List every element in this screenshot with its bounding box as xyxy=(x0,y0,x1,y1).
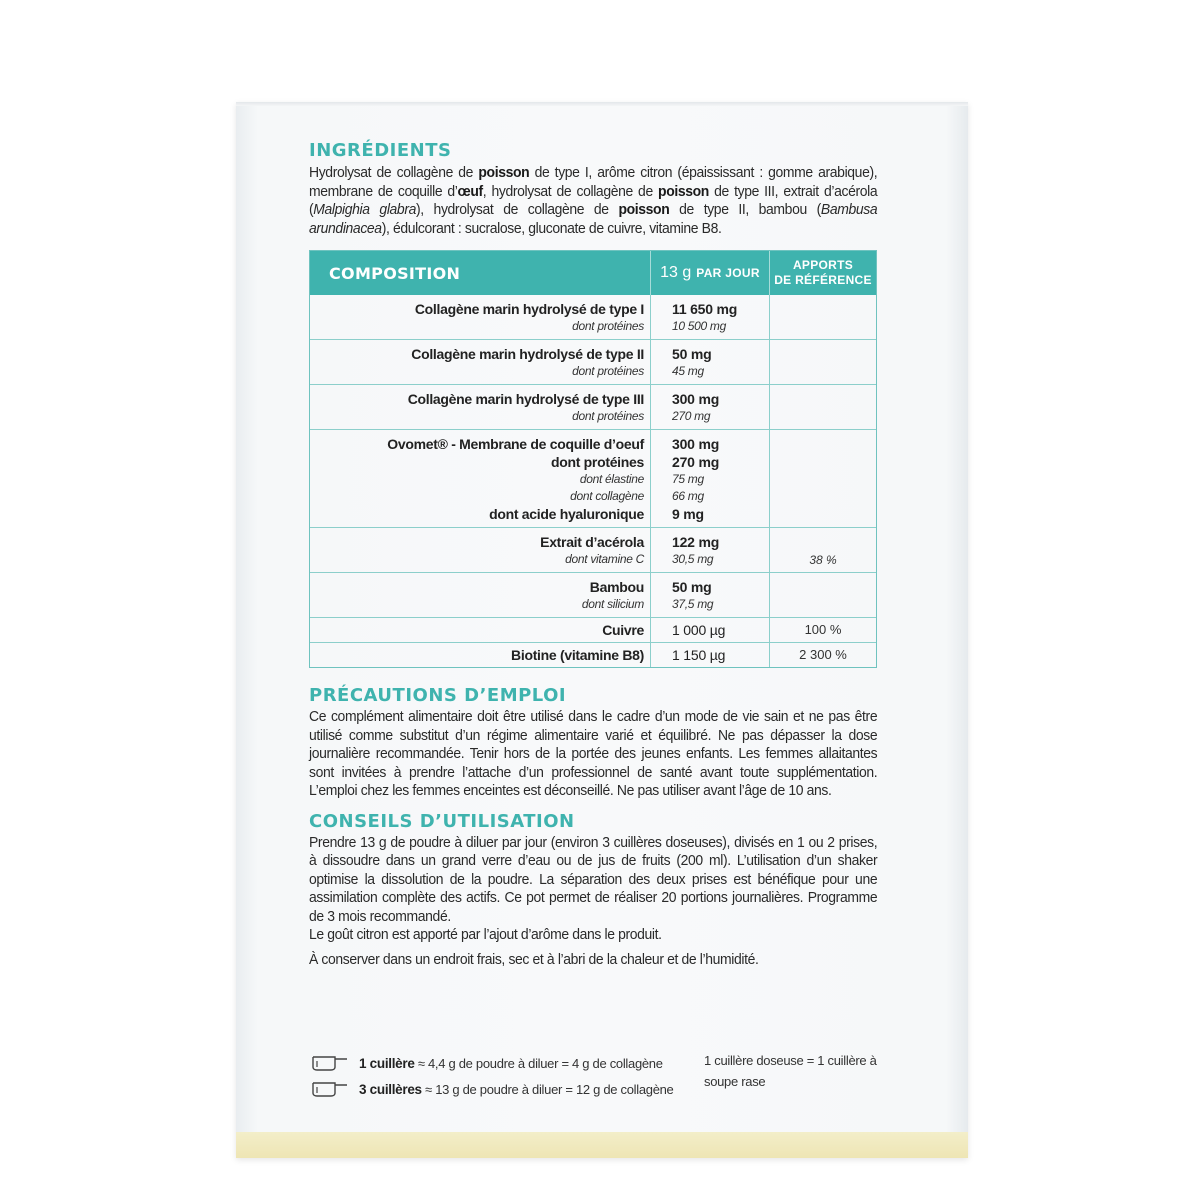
dosage-text-1 xyxy=(359,1056,663,1071)
ingredients-part: poisson xyxy=(618,201,670,218)
row-values xyxy=(651,295,770,339)
row-reference xyxy=(770,430,876,527)
row-label: dont vitamine C xyxy=(565,552,644,566)
row-label: Biotine (vitamine B8) xyxy=(511,647,644,663)
table-row xyxy=(310,384,876,429)
header-reference-line2: DE RÉFÉRENCE xyxy=(774,273,872,287)
ingredients-part: de type I, arôme citron (épaississant : gomme arabique), membrane de coquille d’ xyxy=(309,164,878,200)
table-row xyxy=(310,339,876,384)
row-reference xyxy=(770,385,876,429)
ingredients-part: de type II, bambou ( xyxy=(669,201,821,218)
table-row xyxy=(310,295,876,339)
row-value: 270 mg xyxy=(672,409,711,423)
row-value: 50 mg xyxy=(672,579,712,595)
row-value: 30,5 mg xyxy=(672,552,714,566)
row-value: 11 650 mg xyxy=(672,301,738,317)
table-body xyxy=(310,295,876,667)
row-label: dont protéines xyxy=(572,364,644,378)
ingredients-part: poisson xyxy=(478,164,530,181)
ingredients-part: poisson xyxy=(658,182,709,200)
measuring-scoop-icon xyxy=(309,1054,349,1072)
ingredients-part: Bambusa arundinacea xyxy=(309,201,878,237)
row-value: 300 mg xyxy=(672,436,720,452)
ingredients-part: ), hydrolysat de collagène de xyxy=(415,201,619,218)
row-value: 1 000 µg xyxy=(672,622,726,638)
ingredients-part: ), édulcorant : sucralose, gluconate de cuivre, vitamine B8. xyxy=(381,219,722,237)
row-values xyxy=(651,573,770,617)
row-value: 9 mg xyxy=(672,506,704,522)
header-composition: COMPOSITION xyxy=(310,251,651,295)
row-value: 1 150 µg xyxy=(672,647,726,663)
row-values xyxy=(651,618,770,642)
row-labels xyxy=(310,528,651,572)
row-value: 300 mg xyxy=(672,391,720,407)
storage-text: À conserver dans un endroit frais, sec et à l’abri de la chaleur et de l’humidité. xyxy=(309,950,759,968)
row-label: dont protéines xyxy=(572,319,644,333)
conseils-flavor-text: Le goût citron est apporté par l’ajout d’arôme dans le produit. xyxy=(309,926,662,943)
label-content xyxy=(309,140,877,969)
row-label: Collagène marin hydrolysé de type III xyxy=(407,391,644,407)
ingredients-part: , hydrolysat de collagène de xyxy=(482,182,659,200)
reference-value: 100 % xyxy=(804,622,842,637)
header-dose-amount: 13 g xyxy=(660,264,692,281)
header-dose-label: PAR JOUR xyxy=(696,266,760,280)
row-reference xyxy=(770,528,876,572)
row-values xyxy=(651,385,770,429)
row-labels xyxy=(310,340,651,384)
row-label: dont protéines xyxy=(572,409,644,423)
table-row xyxy=(310,429,876,527)
box-top-edge xyxy=(236,102,968,106)
row-label: dont élastine xyxy=(579,472,644,486)
table-row xyxy=(310,572,876,617)
row-label: dont collagène xyxy=(570,489,644,503)
measuring-scoop-icon xyxy=(309,1080,349,1098)
row-labels xyxy=(310,573,651,617)
precautions-heading: PRÉCAUTIONS D’EMPLOI xyxy=(309,685,567,706)
dosage-1-amount: 1 cuillère xyxy=(359,1055,415,1071)
box-bottom-band xyxy=(236,1132,968,1158)
dosage-3-amount: 3 cuillères xyxy=(359,1081,422,1097)
table-header xyxy=(310,251,876,295)
row-label: Cuivre xyxy=(602,622,644,638)
row-reference xyxy=(770,618,876,642)
row-value: 270 mg xyxy=(672,454,720,470)
row-label: dont acide hyaluronique xyxy=(489,506,644,522)
ingredients-part: de type III, extrait d’acérola ( xyxy=(309,182,878,218)
row-value: 75 mg xyxy=(672,472,704,486)
table-row xyxy=(310,617,876,642)
row-labels xyxy=(310,430,651,527)
reference-value: 38 % xyxy=(809,553,837,567)
dosage-text-3 xyxy=(359,1082,673,1097)
header-reference-line1: APPORTS xyxy=(792,258,854,272)
row-label: Ovomet® - Membrane de coquille d’oeuf xyxy=(387,436,644,452)
row-value: 50 mg xyxy=(672,346,712,362)
dosage-3-detail: ≈ 13 g de poudre à diluer = 12 g de collagène xyxy=(421,1081,674,1097)
row-reference xyxy=(770,573,876,617)
ingredients-text xyxy=(309,164,877,238)
table-row xyxy=(310,642,876,667)
row-values xyxy=(651,340,770,384)
row-reference xyxy=(770,340,876,384)
row-label: dont protéines xyxy=(550,454,644,470)
row-value: 37,5 mg xyxy=(672,597,714,611)
table-row xyxy=(310,527,876,572)
row-labels xyxy=(310,385,651,429)
header-reference xyxy=(770,251,876,295)
row-labels xyxy=(310,643,651,667)
row-value: 66 mg xyxy=(672,489,704,503)
header-dose xyxy=(651,251,770,295)
row-label: Collagène marin hydrolysé de type II xyxy=(411,346,644,362)
row-labels xyxy=(310,295,651,339)
ingredients-part: œuf xyxy=(457,182,483,200)
row-label: Collagène marin hydrolysé de type I xyxy=(414,301,644,317)
dosage-1-detail: ≈ 4,4 g de poudre à diluer = 4 g de collagène xyxy=(414,1055,663,1071)
row-value: 45 mg xyxy=(672,364,704,378)
conseils-text: Prendre 13 g de poudre à diluer par jour (environ 3 cuillères doseuses), divisés en 1 ou 2 prises, à dissoudre dans un grand verre d’eau ou de jus de fruits (200 ml). L’utilisation d’un shaker optimise la dissolution de la poudre. La séparation des deux prises est bénéfique pour une assimilation complète des actifs. Ce pot permet de réaliser 20 portions journalières. Programme de 3 mois recommandé. xyxy=(309,833,878,925)
ingredients-part: Malpighia glabra xyxy=(313,201,416,218)
ingredients-part: Hydrolysat de collagène de xyxy=(309,164,479,181)
composition-table xyxy=(309,250,877,668)
row-value: 122 mg xyxy=(672,534,720,550)
row-value: 10 500 mg xyxy=(672,319,727,333)
row-values xyxy=(651,430,770,527)
precautions-text: Ce complément alimentaire doit être utilisé dans le cadre d’un mode de vie sain et ne pas être utilisé comme substitut d’un régime alimentaire varié et équilibré. Ne pas dépasser la dose journalière recommandée. Tenir hors de la portée des jeunes enfants. Les femmes allaitantes sont invitées à prendre l’attache d’un professionnel de santé avant toute supplémentation. L’emploi chez les femmes enceintes est déconseillé. Ne pas utiliser avant l’âge de 10 ans. xyxy=(309,708,878,799)
row-label: Bambou xyxy=(589,579,644,595)
row-label: Extrait d’acérola xyxy=(540,534,644,550)
row-reference xyxy=(770,295,876,339)
ingredients-heading: INGRÉDIENTS xyxy=(309,140,452,161)
row-values xyxy=(651,528,770,572)
row-reference xyxy=(770,643,876,667)
scoop-equivalence-note: 1 cuillère doseuse = 1 cuillère à soupe rase xyxy=(704,1053,877,1089)
row-labels xyxy=(310,618,651,642)
conseils-heading: CONSEILS D’UTILISATION xyxy=(309,810,575,832)
row-label: dont silicium xyxy=(581,597,644,611)
row-values xyxy=(651,643,770,667)
reference-value: 2 300 % xyxy=(799,647,847,662)
